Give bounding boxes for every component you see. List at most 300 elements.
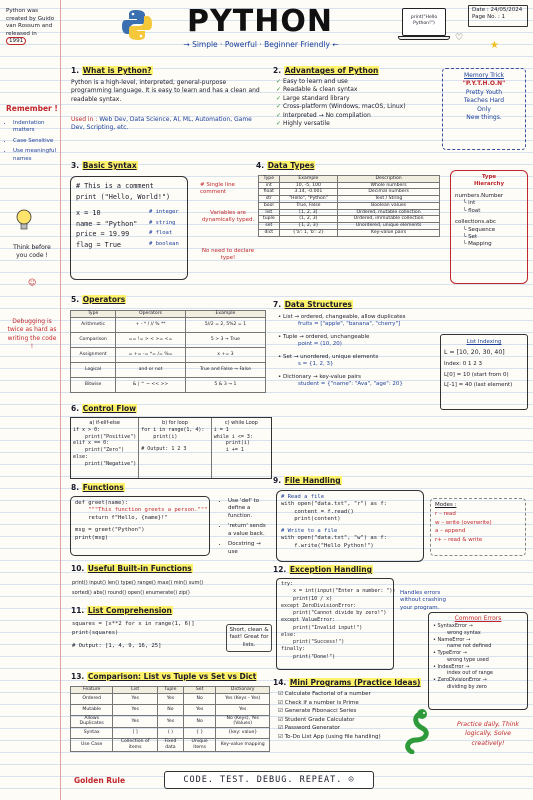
- table-cell: Bitwise: [71, 377, 116, 392]
- error-name: ZeroDivisionError →: [437, 677, 487, 684]
- ds-head: Set → unordered, unique elements: [283, 353, 379, 360]
- exception-code-box: [276, 578, 394, 670]
- section-title: Exception Handling: [289, 565, 372, 574]
- page-number: Page No. : 1: [472, 14, 506, 21]
- table-cell: Yes: [157, 715, 183, 727]
- code-line: try:: [281, 581, 294, 587]
- hierarchy-leaf: └ Mapping: [463, 241, 492, 248]
- ds-code: s = {1, 2, 3}: [298, 361, 334, 368]
- code-line: i = 1: [213, 426, 229, 433]
- table-cell: = += -= *= /= %=: [116, 347, 186, 362]
- section-10-heading: [71, 564, 193, 573]
- code-comment: # integer: [149, 209, 179, 216]
- section-number: 8.: [71, 483, 80, 492]
- code-line: for i in range(1, 4):: [141, 426, 205, 433]
- advantages-list: [276, 78, 436, 128]
- for-loop-panel: [139, 418, 212, 478]
- table-row: [71, 347, 266, 362]
- memory-line: Pretty Youth: [465, 88, 503, 96]
- table-cell: Unordered, unique elements: [338, 223, 440, 230]
- section-2-heading: [273, 66, 379, 75]
- advantage-item: ✓ Readable & clean syntax: [276, 86, 358, 94]
- error-item: • NameError → name not defined: [433, 637, 523, 651]
- table-cell: Allows Duplicates: [71, 715, 113, 727]
- section-14-heading: [273, 678, 421, 687]
- ds-code: student = {"name": "Ava", "age": 20}: [298, 380, 403, 387]
- error-name: SyntaxError →: [437, 623, 473, 630]
- hierarchy-leaf-text: Set: [468, 233, 478, 240]
- errors-title: Common Errors: [454, 615, 502, 622]
- table-header-row: [259, 176, 440, 183]
- table-cell: Ordered, immutable collection: [338, 216, 440, 223]
- section-title: Operators: [82, 295, 126, 304]
- code-line: content = f.read(): [281, 508, 354, 515]
- table-row: [71, 715, 270, 727]
- code-line: print(msg): [75, 534, 109, 541]
- remember-list: [6, 120, 58, 163]
- section-1-heading: [71, 66, 153, 75]
- operators-table: [70, 310, 266, 393]
- advantage-item: ✓ Cross-platform (Windows, macOS, Linux): [276, 103, 406, 111]
- laptop-screen: print("Hello Python!"): [402, 8, 446, 36]
- section-13-heading: [71, 672, 257, 681]
- ds-head: Tuple → ordered, unchangeable: [283, 333, 370, 340]
- ds-item: • Tuple → ordered, unchangeable point = (10, 20): [278, 334, 438, 349]
- table-header-row: [71, 687, 270, 694]
- table-cell: Yes: [113, 693, 158, 704]
- table-cell: Yes: [183, 704, 216, 715]
- type-hierarchy-box: [450, 170, 528, 284]
- table-cell: [ ]: [113, 728, 158, 739]
- error-item: • IndexError → index out of range: [433, 664, 523, 678]
- date-label: Date : 24/05/2024: [472, 7, 523, 13]
- debug-note: Debugging is twice as hard as writing the code !: [7, 318, 57, 351]
- date-box: [468, 5, 528, 27]
- mode-item: a – append: [435, 528, 466, 535]
- ds-code: fruits = ["apple", "banana", "cherry"]: [298, 321, 401, 328]
- mini-program-item: [278, 699, 424, 708]
- list-comprehension-code: [72, 620, 222, 650]
- syntax-note: No need to declare type!: [201, 248, 255, 262]
- table-cell: Yes (Keys - Yes): [216, 693, 270, 704]
- table-cell: {key: value}: [216, 728, 270, 739]
- data-types-table: [258, 175, 440, 237]
- checkbox-icon: ☑: [278, 708, 283, 715]
- checkbox-icon: ☑: [278, 691, 283, 697]
- golden-rule-label: Golden Rule: [74, 776, 126, 785]
- table-cell: Key-value mapping: [216, 739, 270, 751]
- used-in-label: Used in :: [71, 116, 98, 123]
- creator-note: [6, 8, 56, 46]
- lightbulb-icon: [14, 208, 34, 238]
- table-row: [259, 209, 440, 216]
- table-row: [71, 317, 266, 332]
- mini-program-text: Check if a number is Prime: [284, 699, 359, 706]
- section-title: Data Types: [267, 161, 315, 170]
- mode-item: w – write (overwrite): [435, 519, 492, 526]
- builtin-functions: [72, 579, 272, 598]
- mini-program-item: [278, 690, 424, 699]
- ds-item: • Set → unordered, unique elements s = {1, 2, 3}: [278, 354, 438, 369]
- code-line: print(10 / x): [281, 595, 333, 602]
- mini-program-text: To-Do List App (using file handling): [284, 733, 381, 740]
- builtin-line: print() input() len() type() range() max() min() sum(): [72, 580, 204, 586]
- mode-item: r+ – read & write: [435, 537, 483, 544]
- table-cell: Ordered: [71, 693, 113, 704]
- table-cell: Text / String: [338, 196, 440, 203]
- table-cell: Unique items: [183, 739, 216, 751]
- advantage-item: ✓ Highly versatile: [276, 119, 330, 127]
- code-line: print("Invalid input!"): [281, 624, 363, 631]
- section-title: Basic Syntax: [82, 161, 137, 170]
- indexing-line: L[0] = 10 (start from 0): [444, 371, 509, 378]
- code-line: def greet(name):: [75, 500, 128, 506]
- function-note: • Use 'def' to define a function.: [228, 498, 270, 520]
- table-cell: 3.14, -0.001: [279, 189, 338, 196]
- table-row: [71, 332, 266, 347]
- code-comment: # boolean: [149, 240, 179, 247]
- advantage-item: ✓ Interpreted → No compilation: [276, 111, 371, 119]
- tagline: → Simple · Powerful · Beginner Friendly ←: [183, 40, 339, 49]
- table-cell: Collection of items: [113, 739, 158, 751]
- section-number: 12.: [273, 565, 287, 574]
- python-logo: [120, 8, 154, 42]
- table-cell: Decimal numbers: [338, 189, 440, 196]
- table-cell: True, False: [279, 202, 338, 209]
- remember-item: • Use meaningful names: [13, 148, 58, 163]
- code-line: x = int(input("Enter a number: ")): [281, 588, 396, 595]
- release-year: 1991: [6, 37, 26, 45]
- list-indexing-box: [440, 334, 528, 410]
- hierarchy-leaf-text: float: [468, 207, 481, 214]
- advantage-text: Highly versatile: [282, 119, 330, 127]
- section-number: 10.: [71, 564, 85, 573]
- mode-item: r – read: [435, 510, 456, 517]
- code-line: i += 1: [213, 447, 244, 453]
- section-title: Advantages of Python: [284, 66, 379, 75]
- indexing-title: List Indexing: [466, 339, 502, 345]
- section-number: 2.: [273, 66, 282, 75]
- table-row: [71, 739, 270, 751]
- mini-program-item: [278, 724, 424, 733]
- used-in-text: Web Dev, Data Science, AI, ML, Automation, Game Dev, Scripting, etc.: [71, 116, 252, 132]
- advantage-text: Readable & clean syntax: [282, 86, 358, 94]
- table-row: [259, 196, 440, 203]
- table-row: [259, 216, 440, 223]
- tagline-text: Simple · Powerful · Beginner Friendly: [192, 40, 330, 49]
- table-row: [259, 182, 440, 189]
- code-line: print(squares): [72, 629, 119, 636]
- table-cell: == != > < >= <=: [116, 332, 186, 347]
- table-cell: "Hello", "Python": [279, 196, 338, 203]
- code-line: with open("data.txt", "r") as f:: [281, 501, 387, 508]
- code-comment: # string: [149, 219, 176, 226]
- table-cell: Yes: [113, 715, 158, 727]
- ds-item: • Dictionary → key-value pairs student = {"name": "Ava", "age": 20}: [278, 374, 438, 389]
- comprehension-note: Short, clean & fast! Great for lists.: [226, 624, 272, 652]
- code-line: msg = greet("Python"): [75, 527, 145, 534]
- column-header: Dictionary: [216, 687, 270, 694]
- code-line: print("Done!"): [281, 653, 336, 660]
- table-row: [71, 728, 270, 739]
- remember-item: • Indentation matters: [13, 120, 58, 135]
- laptop-drawing: [398, 8, 450, 48]
- ds-code: point = (10, 20): [298, 341, 342, 348]
- code-line: print("Positive"): [73, 433, 137, 440]
- section-number: 7.: [273, 300, 282, 309]
- table-cell: ( ): [157, 728, 183, 739]
- checkbox-icon: ☑: [278, 733, 283, 740]
- table-cell: Whole numbers: [338, 182, 440, 189]
- section-number: 11.: [71, 606, 85, 615]
- builtin-line: sorted() abs() round() open() enumerate() zip(): [72, 589, 190, 596]
- while-loop-panel: [212, 418, 271, 478]
- data-structures-list: [278, 314, 438, 388]
- hierarchy-leaf: └ float: [463, 207, 481, 214]
- memory-word: "P.Y.T.H.O.N": [462, 80, 506, 88]
- code-line: print(i): [141, 433, 178, 440]
- code-line: else:: [73, 453, 89, 460]
- table-row: [259, 223, 440, 230]
- hierarchy-node: numbers.Number: [455, 192, 504, 199]
- section-title: Useful Built-in Functions: [87, 564, 192, 573]
- mini-program-text: Student Grade Calculator: [284, 716, 355, 723]
- section-number: 14.: [273, 678, 287, 687]
- advantage-text: Easy to learn and use: [282, 78, 348, 85]
- code-text: name = "Python": [76, 219, 138, 228]
- error-desc: name not defined: [447, 643, 492, 650]
- function-note: • Docstring → use: [228, 541, 270, 556]
- error-desc: wrong syntax: [447, 629, 481, 636]
- column-header: Type: [259, 176, 280, 183]
- code-line: [76, 219, 182, 230]
- section-number: 9.: [273, 476, 282, 485]
- syntax-note: Variables are dynamically typed.: [201, 210, 255, 224]
- section-number: 13.: [71, 672, 85, 681]
- table-cell: Syntax: [71, 728, 113, 739]
- control-flow-box: [70, 417, 272, 479]
- table-cell: Fixed data: [157, 739, 183, 751]
- memory-title: Memory Trick: [464, 72, 504, 79]
- code-text: price = 19.99: [76, 230, 130, 239]
- remember-item: • Case Sensitive: [13, 138, 58, 145]
- table-cell: Yes: [157, 693, 183, 704]
- table-row: [259, 202, 440, 209]
- table-cell: list: [259, 209, 280, 216]
- code-line: return f"Hello, {name}!": [75, 514, 168, 521]
- code-line: finally:: [281, 646, 306, 653]
- column-header: Description: [338, 176, 440, 183]
- table-cell: True and False → False: [185, 362, 265, 377]
- section-5-heading: [71, 295, 126, 304]
- section-title: List Comprehension: [87, 606, 172, 615]
- memory-line: Only: [477, 105, 491, 113]
- hierarchy-leaf-text: Sequence: [468, 226, 496, 233]
- mini-program-item: [278, 716, 424, 725]
- syntax-note: # Single line comment: [200, 182, 235, 196]
- code-line: elif x == 0:: [73, 440, 110, 447]
- advantage-text: Large standard library: [282, 94, 350, 102]
- table-cell: [1, 2, 3]: [279, 209, 338, 216]
- table-cell: & | ^ ~ << >>: [116, 377, 186, 392]
- indexing-line: L[-1] = 40 (last element): [444, 382, 513, 389]
- error-desc: wrong type used: [447, 656, 489, 663]
- code-line: [76, 208, 182, 219]
- table-cell: {1, 2, 3}: [279, 223, 338, 230]
- checkbox-icon: ☑: [278, 716, 283, 723]
- checkbox-icon: ☑: [278, 725, 283, 732]
- if-elif-panel: [71, 418, 139, 478]
- table-cell: bool: [259, 202, 280, 209]
- star-icon: ★: [490, 40, 499, 51]
- error-desc: dividing by zero: [447, 683, 487, 690]
- error-name: NameError →: [437, 636, 471, 643]
- column-header: Example: [185, 311, 265, 318]
- error-item: • ZeroDivisionError → dividing by zero: [433, 677, 523, 691]
- smile-icon: ☺: [28, 278, 37, 287]
- comparison-table: [70, 686, 270, 752]
- table-row: [259, 189, 440, 196]
- advantage-item: ✓ Easy to learn and use: [276, 78, 348, 85]
- table-cell: Ordered, mutable collection: [338, 209, 440, 216]
- table-row: [71, 704, 270, 715]
- section-number: 5.: [71, 295, 80, 304]
- section-title: Mini Programs (Practice Ideas): [289, 678, 421, 687]
- section-title: Comparison: List vs Tuple vs Set vs Dict: [87, 672, 257, 681]
- code-line: print("Cannot divide by zero!"): [281, 610, 387, 616]
- table-cell: {'a': 1, 'b': 2}: [279, 229, 338, 236]
- table-cell: 5//2 = 2, 5%2 = 1: [185, 317, 265, 332]
- file-modes-box: [430, 498, 526, 556]
- error-item: • SyntaxError → wrong syntax: [433, 623, 523, 637]
- column-header: Operators: [116, 311, 186, 318]
- code-comment: # float: [149, 230, 173, 237]
- heart-icon: ♡: [455, 33, 464, 43]
- table-cell: set: [259, 223, 280, 230]
- table-cell: 5 & 3 → 1: [185, 377, 265, 392]
- code-line: print ("Hello, World!"): [76, 192, 171, 201]
- section-title: What is Python?: [82, 66, 152, 75]
- table-header-row: [71, 311, 266, 318]
- table-cell: Mutable: [71, 704, 113, 715]
- table-cell: No: [183, 715, 216, 727]
- hierarchy-leaf: └ Sequence: [463, 226, 496, 233]
- mini-program-item: [278, 707, 424, 716]
- section-8-heading: [71, 483, 125, 492]
- hierarchy-leaf-text: Mapping: [468, 241, 492, 248]
- section-title: Control Flow: [82, 404, 137, 413]
- mini-programs-list: [278, 690, 424, 741]
- section-7-heading: [273, 300, 353, 309]
- column-header: List: [113, 687, 158, 694]
- code-line: print(i): [213, 440, 250, 447]
- section-number: 4.: [256, 161, 265, 170]
- section-11-heading: [71, 606, 173, 615]
- table-cell: Logical: [71, 362, 116, 377]
- memory-trick-box: [442, 68, 526, 150]
- mini-program-item: [278, 733, 424, 742]
- table-cell: Use Case: [71, 739, 113, 751]
- ds-head: Dictionary → key-value pairs: [283, 373, 361, 380]
- advantage-item: ✓ Large standard library: [276, 94, 350, 102]
- column-header: Example: [279, 176, 338, 183]
- table-cell: x += 3: [185, 347, 265, 362]
- table-cell: Yes: [113, 704, 158, 715]
- code-text: x = 10: [76, 209, 101, 218]
- code-line: while i <= 3:: [213, 433, 253, 440]
- ds-item: • List → ordered, changeable, allow duplicates fruits = ["apple", "banana", "cherry"]: [278, 314, 438, 329]
- code-line: print("Success!"): [281, 639, 345, 645]
- section-12-heading: [273, 565, 373, 574]
- hierarchy-title: Type Hierarchy: [473, 174, 505, 188]
- section-3-heading: [71, 161, 138, 170]
- code-line: [76, 240, 182, 251]
- error-name: TypeError →: [437, 650, 467, 657]
- section-number: 1.: [71, 66, 80, 75]
- advantage-text: Interpreted → No compilation: [282, 111, 371, 119]
- table-cell: (1, 2, 3): [279, 216, 338, 223]
- table-cell: float: [259, 189, 280, 196]
- error-name: IndexError →: [437, 663, 470, 670]
- hierarchy-node: collections.abc: [455, 219, 496, 226]
- table-row: [71, 362, 266, 377]
- table-cell: Key-value pairs: [338, 229, 440, 236]
- error-desc: index out of range: [447, 670, 493, 677]
- section-title: File Handling: [284, 476, 341, 485]
- code-line: # Read a file: [281, 494, 325, 500]
- code-output: # Output: 1 2 3: [141, 446, 187, 453]
- code-line: else:: [281, 631, 297, 638]
- table-cell: Boolean values: [338, 202, 440, 209]
- mini-program-text: Password Generator: [284, 725, 341, 732]
- golden-rule-box: CODE. TEST. DEBUG. REPEAT. ☺: [164, 771, 374, 789]
- error-item: • TypeError → wrong type used: [433, 650, 523, 664]
- table-cell: and or not: [116, 362, 186, 377]
- hierarchy-leaf: └ int: [463, 200, 476, 207]
- exception-note: Handles errors without crashing your program.: [400, 590, 446, 611]
- section-9-heading: [273, 476, 342, 485]
- column-header: Set: [183, 687, 216, 694]
- section-6-heading: [71, 404, 137, 413]
- mini-program-text: Generate Fibonacci Series: [284, 708, 357, 715]
- indexing-line: L = [10, 20, 30, 40]: [444, 349, 505, 357]
- panel-title: b) for loop: [162, 420, 188, 426]
- code-line: with open("data.txt", "w") as f:: [281, 535, 387, 542]
- code-line: # Write to a file: [281, 527, 338, 534]
- remember-title: Remember !: [6, 104, 58, 113]
- file-handling-code-box: [276, 490, 424, 562]
- table-cell: Arithmetic: [71, 317, 116, 332]
- table-cell: tuple: [259, 216, 280, 223]
- table-cell: str: [259, 196, 280, 203]
- table-row: [259, 229, 440, 236]
- memory-line: New things.: [466, 113, 502, 121]
- mini-program-text: Calculate Factorial of a number: [284, 691, 371, 697]
- checkbox-icon: ☑: [278, 699, 283, 706]
- table-row: [71, 693, 270, 704]
- hierarchy-leaf: └ Set: [463, 233, 478, 240]
- code-output: # Output: [1, 4, 9, 16, 25]: [72, 642, 162, 649]
- think-note: Think before you code !: [13, 244, 51, 260]
- section-number: 3.: [71, 161, 80, 170]
- column-header: Feature: [71, 687, 113, 694]
- table-cell: + - * / // % **: [116, 317, 186, 332]
- panel-title: c) while Loop: [224, 420, 258, 426]
- used-in: [71, 116, 263, 133]
- code-line: """This function greets a person.""": [75, 507, 208, 514]
- page-title: PYTHON: [187, 4, 333, 39]
- functions-code-box: [70, 496, 210, 556]
